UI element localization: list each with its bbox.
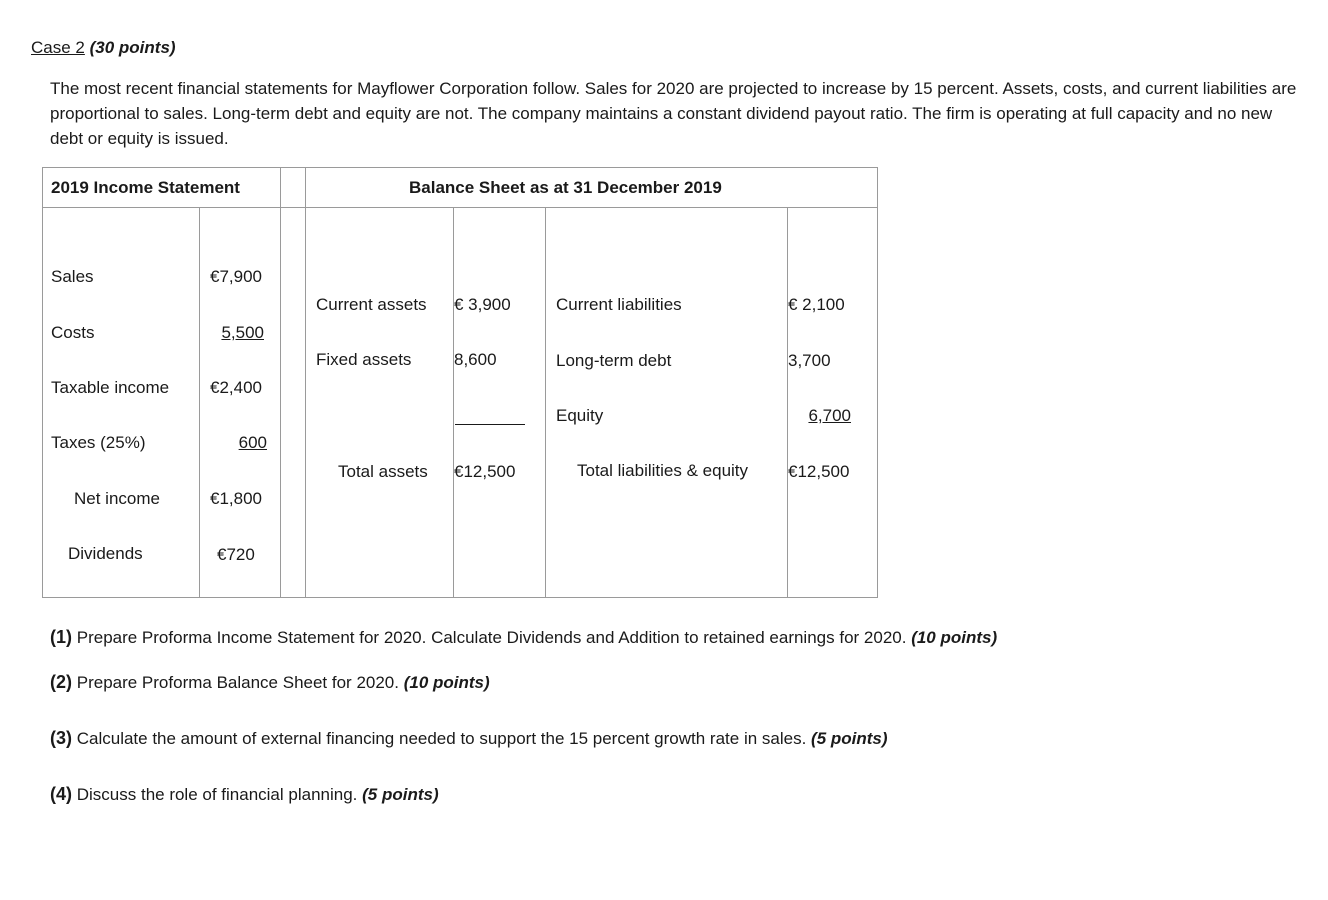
table-border-right xyxy=(877,167,878,598)
question-3-points: (5 points) xyxy=(811,729,888,748)
table-border-top xyxy=(42,167,878,168)
question-2-text: Prepare Proforma Balance Sheet for 2020. xyxy=(76,673,399,692)
bs-label-fixed-assets: Fixed assets xyxy=(316,350,412,369)
bs-label-total-assets: Total assets xyxy=(338,462,428,481)
is-value-costs: 5,500 xyxy=(221,323,264,342)
question-3 xyxy=(50,728,888,749)
question-1-text: Prepare Proforma Income Statement for 2020. Calculate Dividends and Addition to retained earnings for 2020. xyxy=(76,628,907,647)
col-divider-1 xyxy=(199,207,200,598)
is-label-net-income: Net income xyxy=(74,489,160,508)
bs-value-total-liabilities-equity: €12,500 xyxy=(788,462,850,481)
table-header-divider xyxy=(42,207,878,208)
is-value-dividends: €720 xyxy=(217,545,255,564)
question-2 xyxy=(50,672,490,693)
intro-paragraph: The most recent financial statements for Mayflower Corporation follow. Sales for 2020 are projected to increase by 15 percent. Assets, costs, and current liabilities are proportional to sales. Long-term debt and equity are not. The company maintains a constant dividend payout ratio. The firm is operating at full capacity and no new debt or equity is issued. xyxy=(50,79,1297,148)
bs-label-total-liabilities-equity: Total liabilities & equity xyxy=(577,461,749,480)
is-label-sales: Sales xyxy=(51,267,94,286)
bs-value-fixed-assets: 8,600 xyxy=(454,350,497,369)
question-2-number: (2) xyxy=(50,672,72,692)
question-4-text: Discuss the role of financial planning. xyxy=(76,785,358,804)
case-heading xyxy=(31,38,176,58)
is-value-sales: €7,900 xyxy=(210,267,262,286)
bs-value-long-term-debt: 3,700 xyxy=(788,351,831,370)
bs-label-long-term-debt: Long-term debt xyxy=(556,351,672,370)
bs-label-equity: Equity xyxy=(556,406,604,425)
bs-label-current-liabilities: Current liabilities xyxy=(556,295,682,314)
is-label-taxable-income: Taxable income xyxy=(51,378,170,397)
question-4 xyxy=(50,784,439,805)
is-label-taxes: Taxes (25%) xyxy=(51,433,146,452)
bs-value-current-assets: € 3,900 xyxy=(454,295,511,314)
table-border-left xyxy=(42,167,43,598)
col-divider-4 xyxy=(453,207,454,598)
question-2-points: (10 points) xyxy=(403,673,490,692)
bs-label-current-assets: Current assets xyxy=(316,295,427,314)
question-3-text: Calculate the amount of external financing needed to support the 15 percent growth rate in sales. xyxy=(76,729,807,748)
assets-total-rule xyxy=(455,424,525,425)
is-value-taxes: 600 xyxy=(238,433,267,452)
case-points: (30 points) xyxy=(89,38,176,57)
is-value-net-income: €1,800 xyxy=(210,489,262,508)
is-label-dividends: Dividends xyxy=(68,544,143,563)
is-value-taxable-income: €2,400 xyxy=(210,378,262,397)
col-divider-2 xyxy=(280,167,281,598)
table-border-bottom xyxy=(42,597,878,598)
question-1 xyxy=(50,627,997,648)
case-title: Case 2 xyxy=(31,38,85,57)
bs-value-equity: 6,700 xyxy=(808,406,851,425)
col-divider-6 xyxy=(787,207,788,598)
question-1-points: (10 points) xyxy=(911,628,998,647)
bs-value-total-assets: €12,500 xyxy=(454,462,516,481)
col-divider-3 xyxy=(305,167,306,598)
question-4-points: (5 points) xyxy=(362,785,439,804)
income-statement-header: 2019 Income Statement xyxy=(51,178,240,197)
question-4-number: (4) xyxy=(50,784,72,804)
is-label-costs: Costs xyxy=(51,323,95,342)
balance-sheet-header: Balance Sheet as at 31 December 2019 xyxy=(409,178,722,197)
bs-value-current-liabilities: € 2,100 xyxy=(788,295,845,314)
col-divider-5 xyxy=(545,207,546,598)
question-1-number: (1) xyxy=(50,627,72,647)
question-3-number: (3) xyxy=(50,728,72,748)
